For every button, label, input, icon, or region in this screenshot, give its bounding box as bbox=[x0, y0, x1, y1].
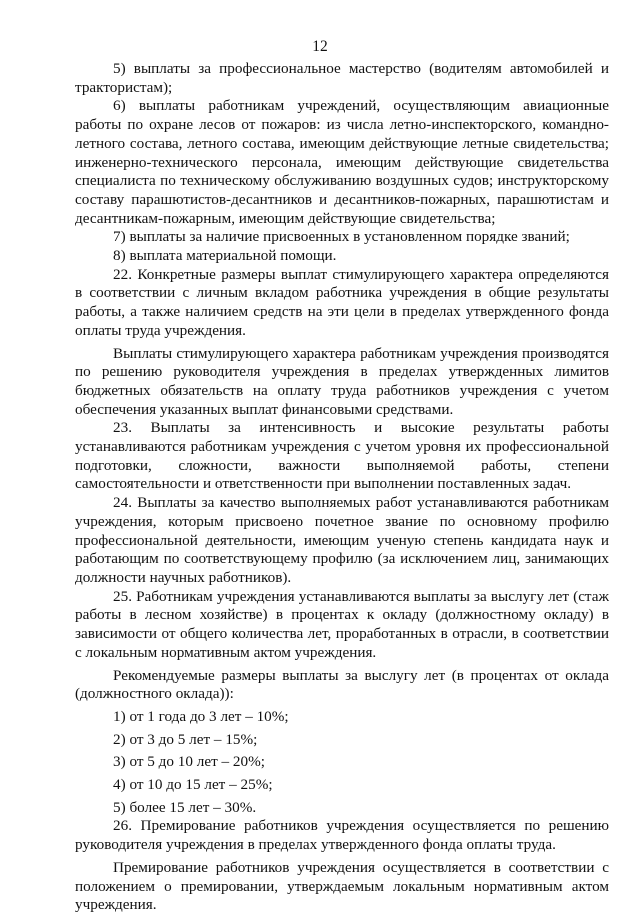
paragraph-clause-24: 24. Выплаты за качество выполняемых работ устанавливаются работникам учреждения, которым присвоено почетное звание по основному профилю профессиональной деятельности, имеющим ученую степень кандидата наук и работающим по соответствующему профилю (за исключением лиц, занимающих должности научных работников). bbox=[75, 494, 609, 586]
list-item-seniority-4: 4) от 10 до 15 лет – 25%; bbox=[113, 776, 273, 794]
list-item-seniority-2: 2) от 3 до 5 лет – 15%; bbox=[113, 730, 258, 748]
page-number: 12 bbox=[312, 38, 328, 55]
list-item-seniority-1: 1) от 1 года до 3 лет – 10%; bbox=[113, 707, 289, 725]
list-item-seniority-5: 5) более 15 лет – 30%. bbox=[113, 798, 257, 816]
paragraph-item-5: 5) выплаты за профессиональное мастерство (водителям автомобилей и трактористам); bbox=[75, 60, 609, 96]
paragraph-clause-23: 23. Выплаты за интенсивность и высокие результаты работы устанавливаются работникам учреждения с учетом уровня их профессиональной подготовки, сложности, важности выполняемой работы, степени самостоятельности и ответственности при выполнении поставленных задач. bbox=[75, 419, 609, 493]
paragraph-clause-25: 25. Работникам учреждения устанавливаются выплаты за выслугу лет (стаж работы в лесном хозяйстве) в процентах к окладу (должностному окладу) в зависимости от общего количества лет, проработанных в отрасли, в соответствии с локальным нормативным актом учреждения. bbox=[75, 587, 609, 661]
paragraph-item-8: 8) выплата материальной помощи. bbox=[113, 247, 337, 265]
paragraph-item-7: 7) выплаты за наличие присвоенных в установленном порядке званий; bbox=[113, 228, 570, 246]
paragraph-clause-22: 22. Конкретные размеры выплат стимулирующего характера определяются в соответствии с личным вкладом работника учреждения в общие результаты работы, а также наличием средств на эти цели в пределах утвержденного фонда оплаты труда учреждения. bbox=[75, 265, 609, 339]
paragraph-clause-22-continued: Выплаты стимулирующего характера работникам учреждения производятся по решению руководителя учреждения в пределах утвержденных лимитов бюджетных обязательств на оплату труда работников учреждения с учетом обеспечения указанных выплат финансовыми средствами. bbox=[75, 344, 609, 418]
paragraph-seniority-intro: Рекомендуемые размеры выплаты за выслугу лет (в процентах от оклада (должностного оклада)): bbox=[75, 666, 609, 703]
paragraph-item-6: 6) выплаты работникам учреждений, осуществляющим авиационные работы по охране лесов от пожаров: из числа летно-инспекторского, командно-летного состава, летного состава, имеющим действующие летные свидетельства; инженерно-технического персонала, имеющим действующие свидетельства специалиста по техническому обслуживанию воздушных судов; инструкторскому составу парашютистов-десантников и десантников-пожарных, парашютистам и десантникам-пожарным, имеющим действующие свидетельства; bbox=[75, 97, 609, 227]
list-item-seniority-3: 3) от 5 до 10 лет – 20%; bbox=[113, 753, 265, 771]
paragraph-clause-26: 26. Премирование работников учреждения осуществляется по решению руководителя учреждения в пределах утвержденного фонда оплаты труда. bbox=[75, 817, 609, 854]
paragraph-clause-26-continued: Премирование работников учреждения осуществляется в соответствии с положением о премировании, утверждаемым локальным нормативным актом учреждения. bbox=[75, 858, 609, 914]
document-body bbox=[75, 60, 609, 915]
